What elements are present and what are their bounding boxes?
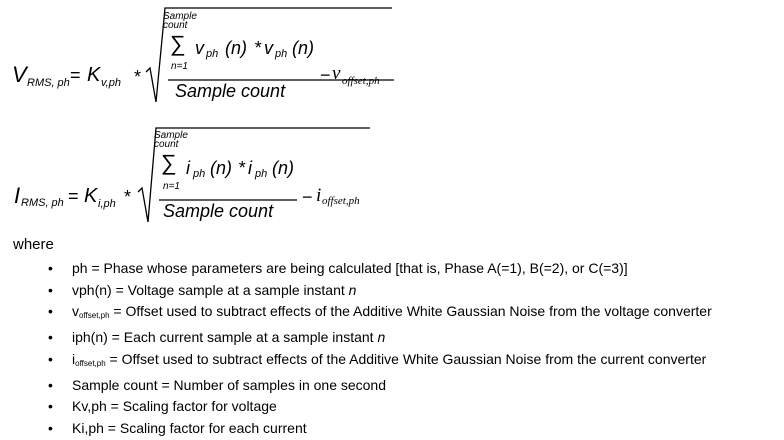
definition-iph-text: iph(n) = Each current sample at a sample instant [72,329,378,346]
where-label: where [13,236,54,253]
irms-num-arg2: (n) [272,158,294,178]
definition-iph-var: n [377,329,386,346]
irms-minus: − [302,187,313,207]
vrms-num-term2: v [264,38,273,58]
list-item [48,327,712,349]
irms-denominator: Sample count [163,201,274,221]
definition-vph-var: n [348,281,357,298]
bullet: • [48,260,53,276]
vrms-minus: − [320,65,331,85]
definition-sample-count: Sample count = Number of samples in one second [72,376,387,393]
vrms-offset-symbol: v [332,63,341,84]
bullet: • [48,350,53,367]
vrms-num-arg1: (n) [225,38,247,58]
irms-offset-symbol: i [316,185,322,206]
definition-ioffset-symbol: i [72,350,76,367]
definition-voffset-symbol: v [72,303,79,320]
vrms-num-term1: v [195,38,204,58]
irms-num-arg1: (n) [210,158,232,178]
vrms-upper-limit-line1: Sample [163,11,197,22]
vrms-upper-limit-line2: count [163,20,188,31]
irms-num-term1: i [186,158,190,178]
vrms-num-times: * [254,38,262,58]
bullet: • [48,419,53,436]
irms-times: * [124,187,132,207]
definition-vph-text: vph(n) = Voltage sample at a sample instant [72,281,349,298]
irms-k-subscript: i,ph [98,198,116,210]
irms-upper-limit-line2: count [154,139,179,150]
definition-voffset-subscript: offset,ph [79,311,110,321]
definition-voffset-text: = Offset used to subtract effects of the Additive White Gaussian Noise from the voltage converter [109,303,712,320]
vrms-lower-limit: n=1 [171,61,188,72]
definition-kv: Kv,ph = Scaling factor for voltage [72,398,277,415]
list-item [48,301,712,327]
list-item [48,418,712,440]
vrms-symbol: V [12,62,27,87]
list-item [48,349,712,375]
irms-num-times: * [238,158,246,178]
vrms-sigma: ∑ [170,31,186,56]
list-item [48,375,712,397]
definitions-list [48,258,712,440]
bullet: • [48,281,53,298]
bullet: • [48,398,53,415]
vrms-num-sub2: ph [275,48,288,60]
vrms-k-symbol: K [87,64,101,86]
vrms-num-sub1: ph [206,48,219,60]
vrms-num-arg2: (n) [292,38,314,58]
vrms-k-subscript: v,ph [101,77,121,89]
definition-ioffset-text: = Offset used to subtract effects of the Additive White Gaussian Noise from the current converter [105,350,707,367]
irms-upper-limit-line1: Sample [154,130,188,141]
bullet: • [48,303,53,320]
bullet: • [48,376,53,393]
bullet: • [48,329,53,346]
vrms-equals: = [70,65,81,85]
irms-subscript: RMS, ph [21,197,64,209]
list-item [48,258,712,280]
definition-ph: ph = Phase whose parameters are being calculated [that is, Phase A(=1), B(=2), or C(=3)] [72,260,628,276]
irms-sigma: ∑ [161,150,177,175]
vrms-times: * [134,67,142,87]
irms-k-symbol: K [84,185,98,207]
irms-num-term2: i [248,158,252,178]
list-item [48,280,712,302]
irms-lower-limit: n=1 [163,181,180,192]
irms-symbol: I [14,183,21,208]
definition-ki: Ki,ph = Scaling factor for each current [72,419,307,436]
definition-ioffset-subscript: offset,ph [75,358,106,368]
vrms-subscript: RMS, ph [27,77,70,89]
irms-offset-subscript: offset,ph [322,195,360,207]
vrms-denominator: Sample count [175,81,286,101]
vrms-offset-subscript: offset,ph [342,75,380,87]
irms-num-sub2: ph [255,168,268,180]
list-item [48,396,712,418]
irms-equals: = [68,186,79,206]
irms-num-sub1: ph [193,168,206,180]
